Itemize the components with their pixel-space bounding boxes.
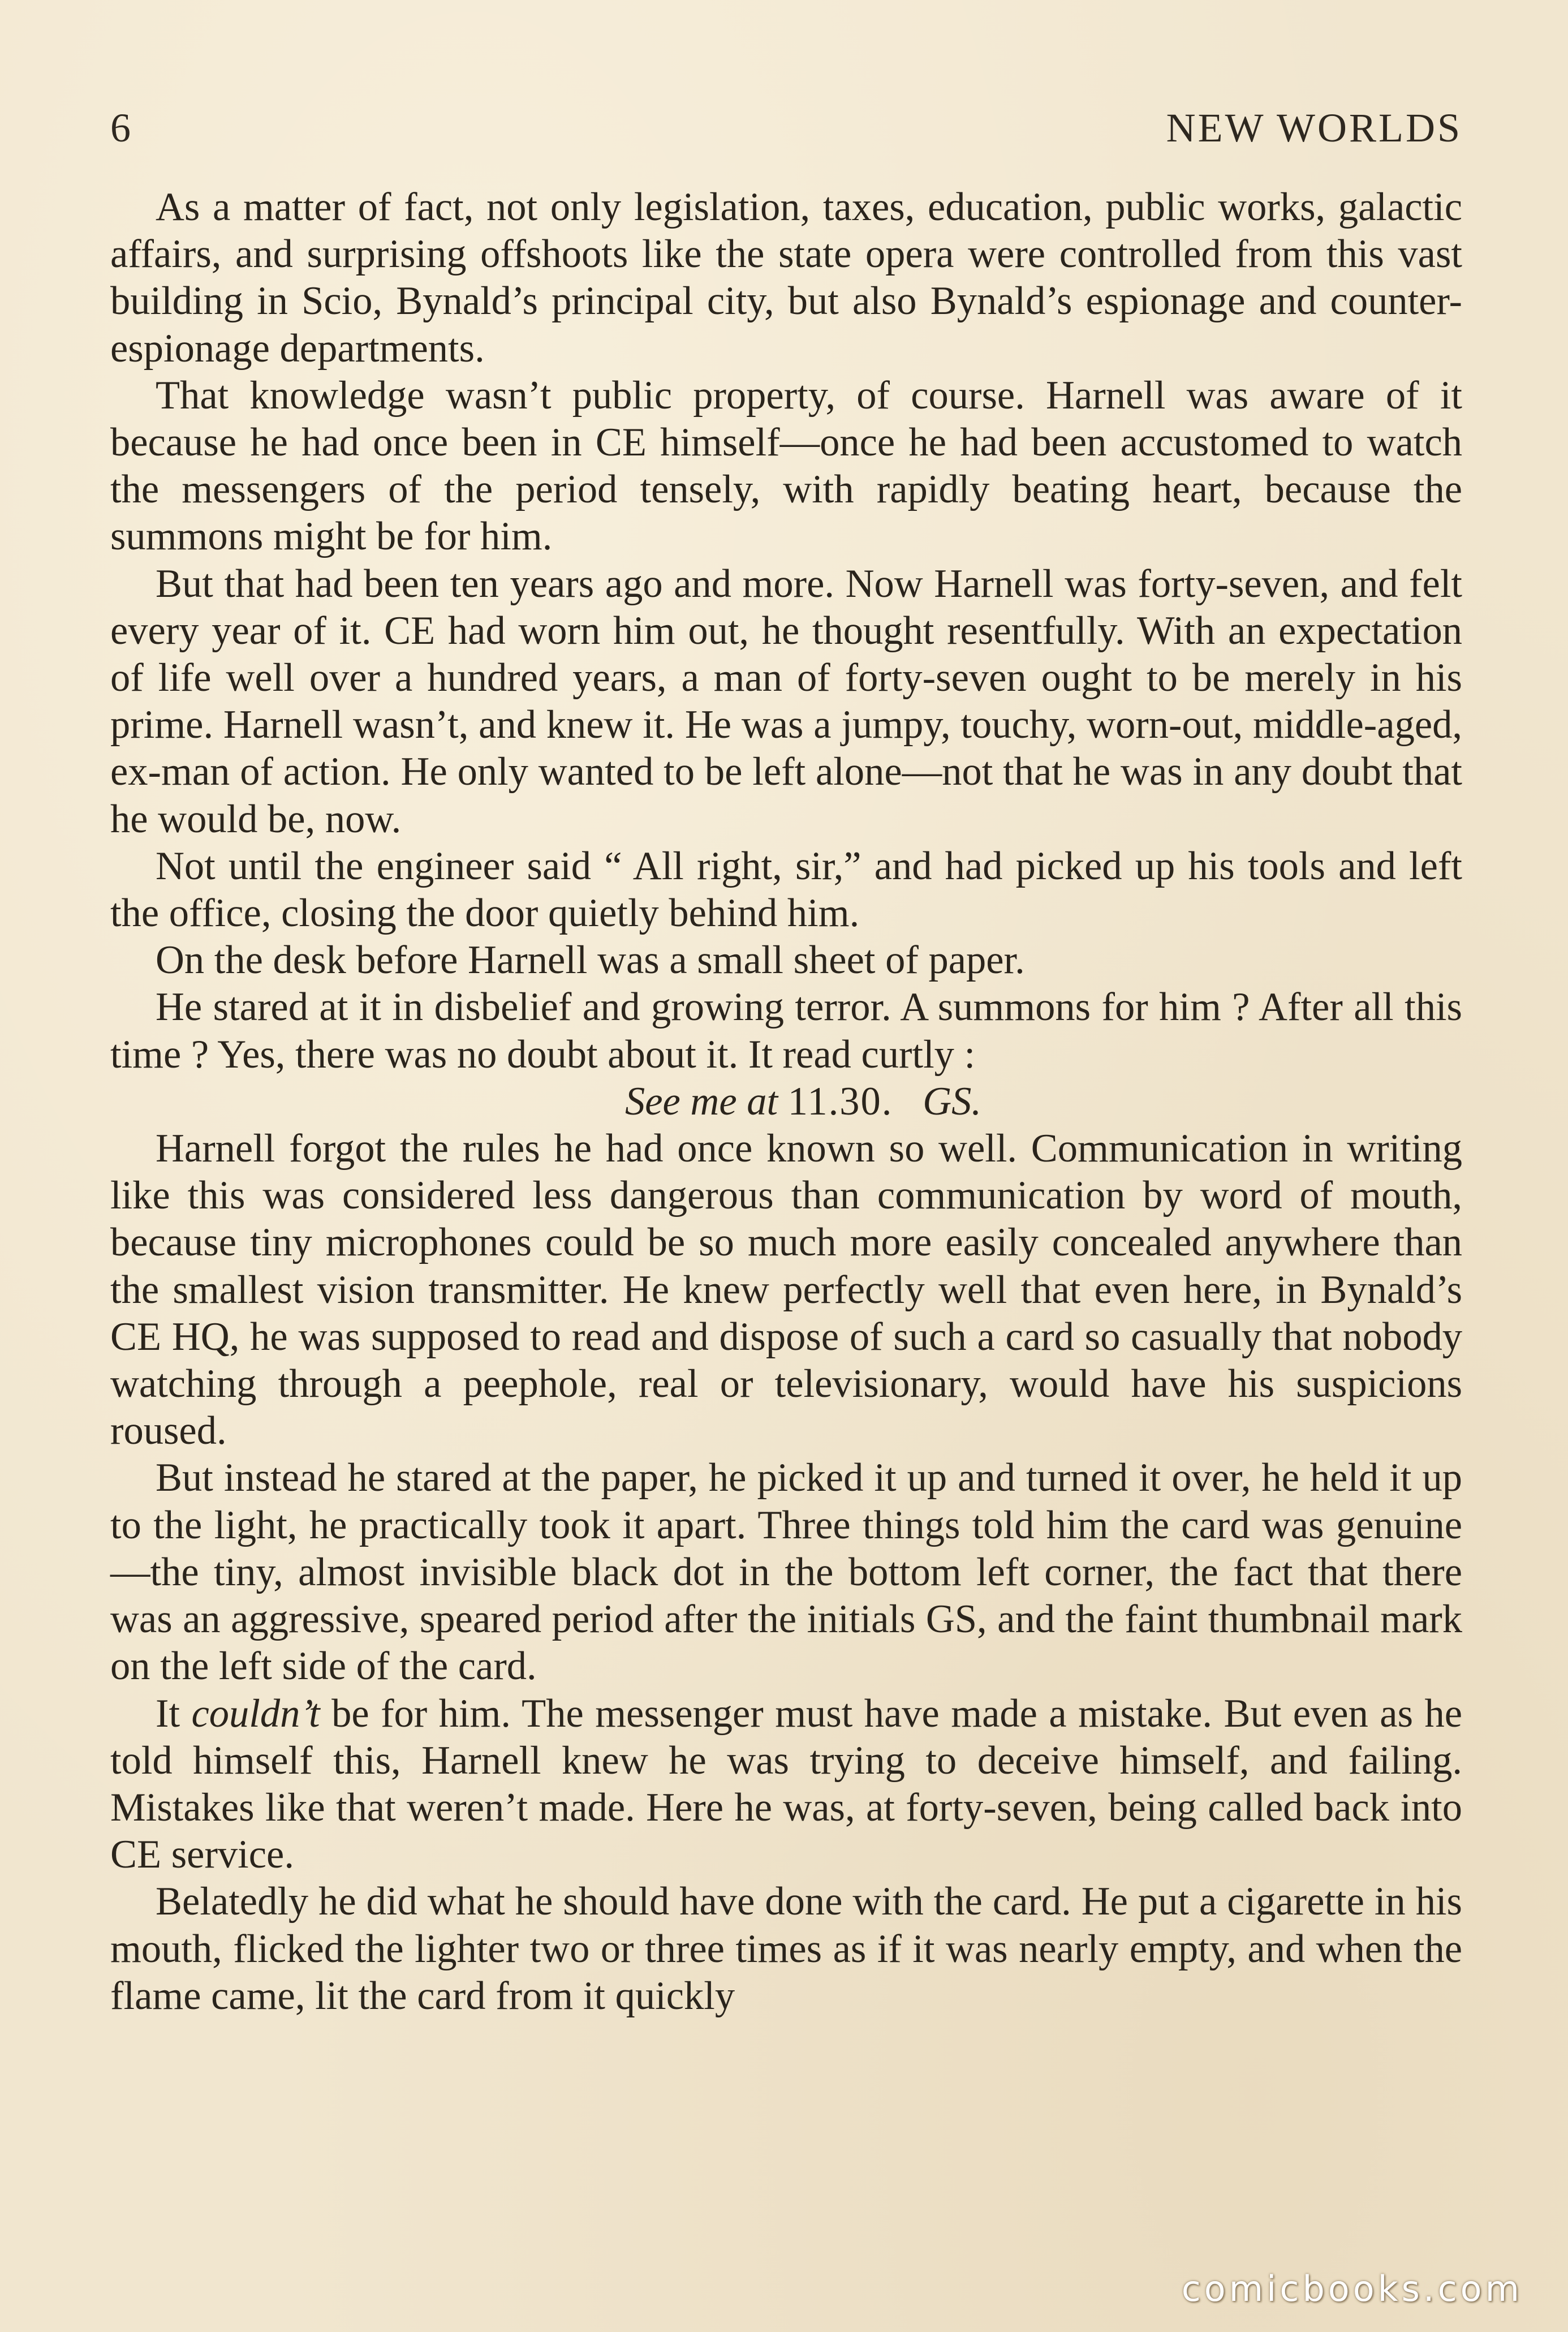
paragraph: He stared at it in disbelief and growing terror. A summons for him ? After all this time ? Yes, there was no doubt about it. It read curtly : — [110, 985, 1462, 1077]
page-number: 6 — [110, 105, 131, 150]
book-page — [110, 99, 1462, 2249]
memo-prefix: See me at — [624, 1079, 778, 1124]
site-watermark: comicbooks.com — [1181, 2268, 1523, 2309]
memo-time: 11.30. — [787, 1079, 893, 1124]
page-header — [110, 99, 1462, 161]
memo-initials: GS. — [923, 1079, 982, 1124]
paragraph: That knowledge wasn’t public property, of course. Harnell was aware of it because he had once been in CE himself—once he had been accustomed to watch the messengers of the period tensely, with rapidly beating heart, because the summons might be for him. — [110, 373, 1462, 559]
memo-note — [110, 1078, 1462, 1125]
paragraph: Not until the engineer said “ All right, sir,” and had picked up his tools and left the office, closing the door quietly behind him. — [110, 844, 1462, 936]
paragraph: Belatedly he did what he should have done with the card. He put a cigarette in his mouth, flicked the lighter two or three times as if it was nearly empty, and when the flame came, lit the card from it quickly — [110, 1879, 1462, 2018]
paragraph: On the desk before Harnell was a small sheet of paper. — [156, 938, 1025, 983]
mistake-rest: be for him. The messenger must have made a mistake. But even as he told himself this, Harnell knew he was trying to deceive himself, and failing. Mistakes like that weren’t made. Here he was, at forty-seven, being called back into CE service. — [110, 1691, 1462, 1877]
paragraph: But instead he stared at the paper, he picked it up and turned it over, he held it up to the light, he practically took it apart. Three things told him the card was genuine—the tiny, almost invisible black dot in the bottom left corner, the fact that there was an aggressive, speared period after the initials GS, and the faint thumbnail mark on the left side of the card. — [110, 1456, 1462, 1689]
paragraph: But that had been ten years ago and more. Now Harnell was forty-seven, and felt every year of it. CE had worn him out, he thought resentfully. With an expectation of life well over a hundred years, a man of forty-seven ought to be merely in his prime. Harnell wasn’t, and knew it. He was a jumpy, touchy, worn-out, middle-aged, ex-man of action. He only wanted to be left alone—not that he was in any doubt that he would be, now. — [110, 561, 1462, 841]
running-head: NEW WORLDS — [1166, 105, 1462, 150]
story-text — [110, 184, 1462, 2020]
paragraph — [110, 1690, 1462, 1879]
mistake-start: It — [156, 1691, 192, 1736]
paragraph: As a matter of fact, not only legislation, taxes, education, public works, galactic affairs, and surprising offshoots like the state opera were controlled from this vast building in Scio, Bynald’s principal city, but also Bynald’s espionage and counter-espionage departments. — [110, 185, 1462, 371]
paragraph: Harnell forgot the rules he had once known so well. Communication in writing like this was considered less dangerous than communication by word of mouth, because tiny microphones could be so much more easily concealed anywhere than the smallest vision transmitter. He knew perfectly well that even here, in Bynald’s CE HQ, he was supposed to read and dispose of such a card so casually that nobody watching through a peephole, real or televisionary, would have his suspicions roused. — [110, 1126, 1462, 1453]
emphasis-word: couldn’t — [191, 1691, 320, 1736]
